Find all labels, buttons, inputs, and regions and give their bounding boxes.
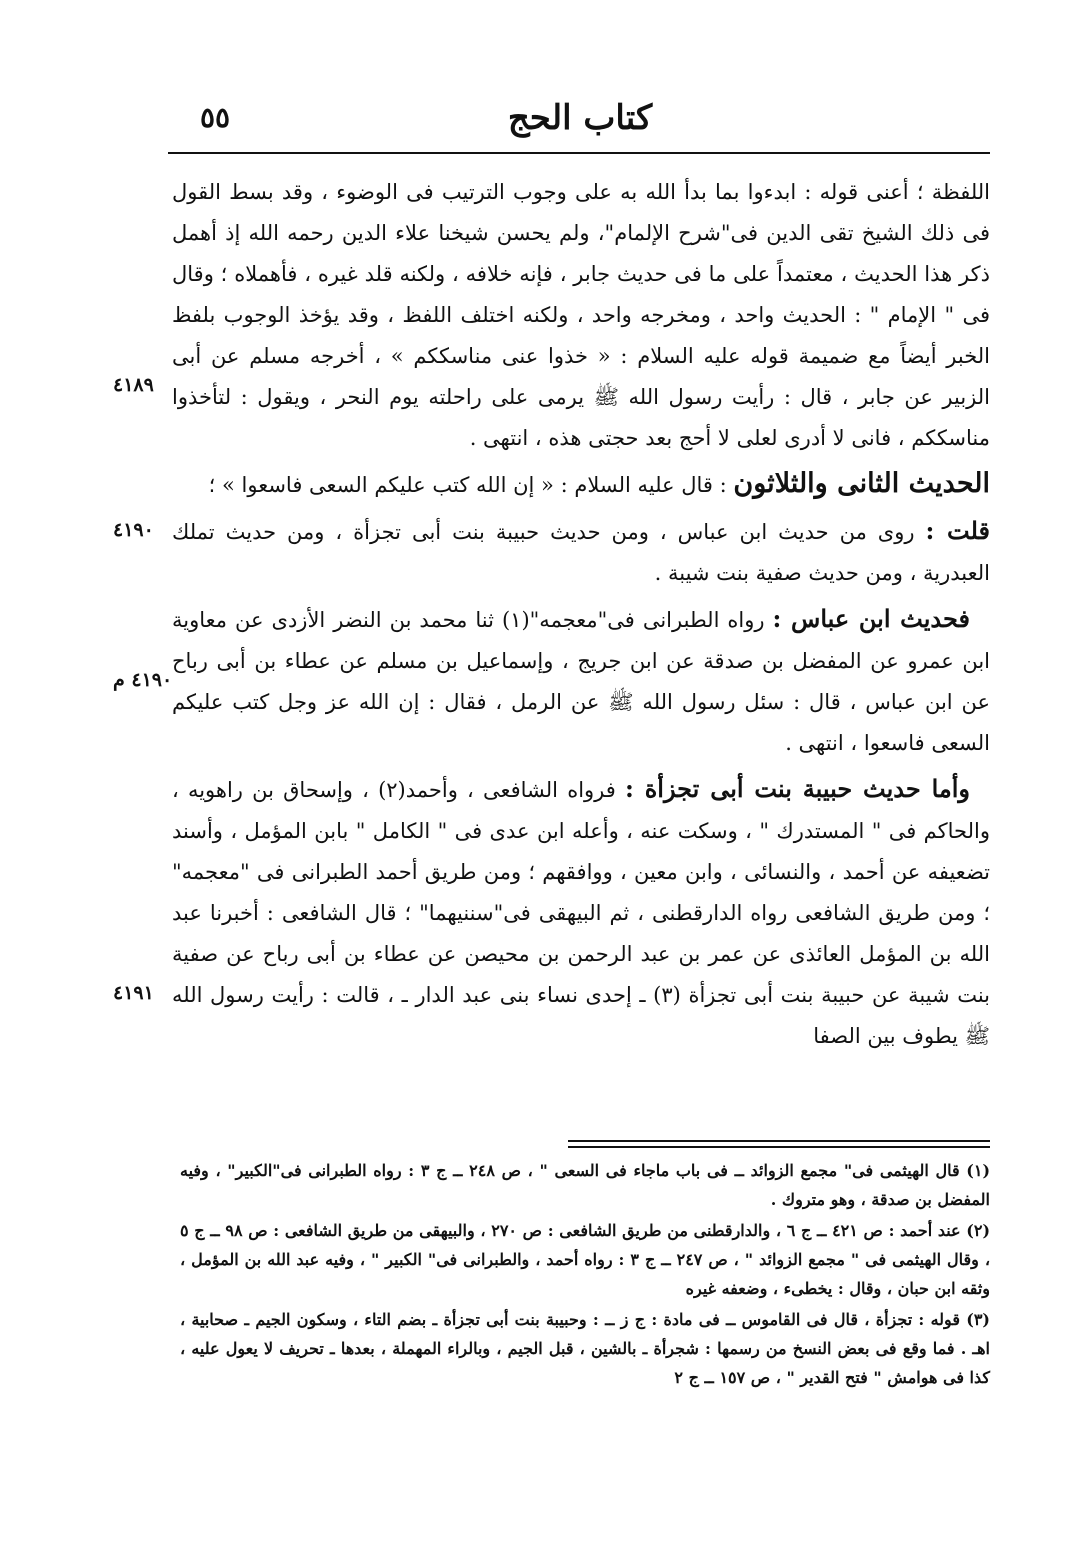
header-rule — [168, 152, 990, 154]
hadith-number-4190: ٤١٩٠ — [113, 519, 154, 541]
habiba-heading: وأما حديث حبيبة بنت أبى تجزأة : — [624, 774, 970, 803]
ibn-abbas-heading: فحديث ابن عباس : — [772, 604, 970, 633]
hadith-number-4191: ٤١٩١ — [113, 982, 154, 1004]
footnotes — [180, 1156, 990, 1394]
footnote-1: (١) قال الهيثمى فى" مجمع الزوائد ــ فى باب ماجاء فى السعى " ، ص ٢٤٨ ــ ج ٣ : رواه الطبرانى فى"الكبير" ، وفيه المفضل بن صدقة ، وهو متروك . — [180, 1161, 991, 1209]
qultu-label: قلت : — [925, 516, 990, 545]
paragraph-text: روى من حديث ابن عباس ، ومن حديث حبيبة بنت أبى تجزأة ، ومن حديث تملك العبدرية ، ومن حديث صفية بنت شيبة . — [172, 520, 990, 585]
paragraph-hadith-32 — [172, 463, 990, 506]
hadith-number-4190m: ٤١٩٠ م — [113, 669, 173, 691]
hadith-heading: الحديث الثانى والثلاثون — [733, 468, 990, 499]
paragraph-qultu — [172, 510, 990, 594]
paragraph-text: : قال عليه السلام : « إن الله كتب عليكم السعى فاسعوا » ؛ — [208, 473, 727, 497]
paragraph-text: اللفظة ؛ أعنى قوله : ابدءوا بما بدأ الله به على وجوب الترتيب فى الوضوء ، وقد بسط القول فى ذلك الشيخ تقى الدين فى"شرح الإلمام"، ولم يحسن شيخنا علاء الدين رحمه الله إذ أهمل ذكر هذا الحديث ، معتمداً على ما فى حديث جابر ، فإنه خلافه ، ولكنه قلد غيره ، فأهملاه ؛ وقال فى " الإمام " : الحديث واحد ، ومخرجه واحد ، ولكنه اختلف اللفظ ، وقد يؤخذ الوجوب بلفظ الخبر أيضاً مع ضميمة قوله عليه السلام : « خذوا عنى مناسككم » ، أخرجه مسلم عن أبى الزبير عن جابر ، قال : رأيت رسول الله ﷺ يرمى على راحلته يوم النحر ، ويقول : لتأخذوا مناسككم ، فانى لا أدرى لعلى لا أحج بعد حجتى هذه ، انتهى . — [172, 180, 991, 450]
paragraph-text: رواه الطبرانى فى"معجمه"(١) ثنا محمد بن النضر الأزدى عن معاوية ابن عمرو عن المفضل بن صدقة عن ابن جريج ، وإسماعيل بن مسلم عن عطاء بن أبى رباح عن ابن عباس ، قال : سئل رسول الله ﷺ عن الرمل ، فقال : إن الله عز وجل كتب عليكم السعى فاسعوا ، انتهى . — [172, 608, 990, 755]
main-text — [172, 172, 990, 1057]
paragraph-habiba — [172, 768, 990, 1057]
running-head — [170, 96, 990, 140]
page-number: ٥٥ — [200, 101, 231, 134]
footnote-rule — [568, 1146, 990, 1148]
paragraph-ibn-abbas — [172, 598, 990, 764]
footnote-rule — [568, 1140, 990, 1142]
page-title: كتاب الحج — [507, 98, 653, 138]
paragraph-text: فرواه الشافعى ، وأحمد(٢) ، وإسحاق بن راهويه ، والحاكم فى " المستدرك " ، وسكت عنه ، وأعله ابن عدى فى " الكامل " بابن المؤمل ، وأسند تضعيفه عن أحمد ، والنسائى ، وابن معين ، ووافقهم ؛ ومن طريق أحمد الطبرانى فى "معجمه" ؛ ومن طريق الشافعى رواه الدارقطنى ، ثم البيهقى فى"سننيهما" ؛ قال الشافعى : أخبرنا عبد الله بن المؤمل العائذى عن عمر بن عبد الرحمن بن محيصن عن عطاء بن أبى رباح عن صفية بنت شيبة عن حبيبة بنت أبى تجزأة (٣) ـ إحدى نساء بنى عبد الدار ـ ، قالت : رأيت رسول الله ﷺ يطوف بين الصفا — [172, 778, 991, 1048]
hadith-number-4189: ٤١٨٩ — [113, 374, 154, 396]
paragraph-ilma — [172, 172, 990, 459]
footnote-2: (٢) عند أحمد : ص ٤٢١ ــ ج ٦ ، والدارقطنى من طريق الشافعى : ص ٢٧٠ ، والبيهقى من طريق الشافعى : ص ٩٨ ــ ج ٥ ، وقال الهيثمى فى " مجمع الزوائد " ، ص ٢٤٧ ــ ج ٣ : رواه أحمد ، والطبرانى فى" الكبير " ، وفيه عبد الله بن المؤمل ، وثقه ابن حبان ، وقال : يخطىء ، وضعفه غيره — [180, 1221, 991, 1298]
footnote-3: (٣) قوله : تجزأة ، قال فى القاموس ــ فى مادة : ج ز ــ : وحبيبة بنت أبى تجزأة ـ بضم التاء ، وسكون الجيم ـ صحابية ، اهـ . فما وقع فى بعض النسخ من رسمها : شجرأة ـ بالشين ، قبل الجيم ، وبالراء المهملة ، بعدها ـ تحريف لا يعول عليه ، كذا فى هوامش " فتح القدير " ، ص ١٥٧ ــ ج ٢ — [180, 1310, 990, 1387]
